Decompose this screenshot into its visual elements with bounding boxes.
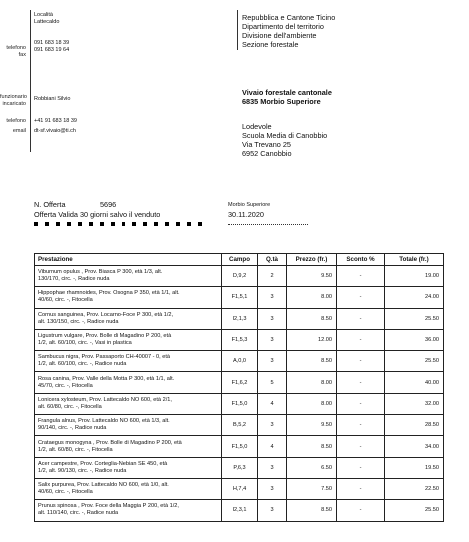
item-description-line2: 130/170, circ. -, Radice nuda <box>38 276 110 283</box>
item-totale: 25.50 <box>385 351 444 372</box>
item-campo: H,7,4 <box>222 478 258 499</box>
item-campo: F1,5,0 <box>222 436 258 457</box>
item-description <box>35 308 222 329</box>
item-campo: F1,5,1 <box>222 287 258 308</box>
item-campo: B,5,2 <box>222 415 258 436</box>
header-totale: Totale (fr.) <box>385 254 444 266</box>
item-description <box>35 287 222 308</box>
item-description-line2: 90/140, circ. -, Radice nuda <box>38 425 107 432</box>
item-prezzo: 12.00 <box>287 329 337 350</box>
item-prezzo: 8.00 <box>287 287 337 308</box>
item-qta: 3 <box>258 415 287 436</box>
table-row <box>35 287 444 308</box>
fax-label: fax <box>18 52 26 58</box>
item-campo: D,9,2 <box>222 266 258 287</box>
item-qta: 3 <box>258 287 287 308</box>
authority-line3: Divisione dell'ambiente <box>242 31 317 40</box>
item-description-line2: 40/60, circ. -, Fitocella <box>38 489 93 496</box>
item-description-line2: alt. 60/80, circ. -, Fitocella <box>38 403 102 410</box>
header-campo: Campo <box>222 254 258 266</box>
phone2-value[interactable]: +41 91 683 18 39 <box>34 118 77 124</box>
item-sconto: - <box>337 393 385 414</box>
item-totale: 19.50 <box>385 457 444 478</box>
item-sconto: - <box>337 308 385 329</box>
item-sconto: - <box>337 266 385 287</box>
item-qta: 4 <box>258 436 287 457</box>
offer-number-label: N. Offerta <box>34 200 66 209</box>
table-row <box>35 308 444 329</box>
officer-label: funzionario incaricato <box>0 94 27 107</box>
item-totale: 32.00 <box>385 393 444 414</box>
recipient-line1: Lodevole <box>242 122 272 131</box>
item-prezzo: 8.00 <box>287 372 337 393</box>
item-prezzo: 8.50 <box>287 500 337 521</box>
item-prezzo: 6.50 <box>287 457 337 478</box>
recipient-line4: 6952 Canobbio <box>242 149 292 158</box>
item-sconto: - <box>337 329 385 350</box>
item-description <box>35 266 222 287</box>
table-row <box>35 393 444 414</box>
item-description-line1: Hippophae rhamnoides, Prov. Osogna P 350, età 1/1, alt. <box>38 290 180 297</box>
header-prestazione: Prestazione <box>35 254 222 266</box>
item-description <box>35 372 222 393</box>
item-description <box>35 329 222 350</box>
item-description-line1: Viburnum opulus , Prov. Biasca P 300, età 1/3, alt. <box>38 269 163 276</box>
offer-validity: Offerta Valida 30 giorni salvo il venduto <box>34 210 161 219</box>
left-rule <box>30 10 31 152</box>
item-description-line1: Ligustrum vulgare, Prov. Bolle di Magadino P 200, età <box>38 333 172 340</box>
item-description <box>35 457 222 478</box>
recipient-line3: Via Trevano 25 <box>242 140 291 149</box>
item-sconto: - <box>337 351 385 372</box>
item-campo: I2,3,1 <box>222 500 258 521</box>
item-totale: 25.50 <box>385 500 444 521</box>
item-description-line1: Frangula alnus, Prov. Lattecaldo NO 600, età 1/3, alt. <box>38 418 170 425</box>
item-totale: 19.00 <box>385 266 444 287</box>
item-description <box>35 351 222 372</box>
dashed-bar <box>34 222 202 226</box>
item-qta: 4 <box>258 393 287 414</box>
nursery-address: 6835 Morbio Superiore <box>242 97 321 106</box>
item-totale: 28.50 <box>385 415 444 436</box>
item-campo: F1,6,2 <box>222 372 258 393</box>
item-qta: 5 <box>258 372 287 393</box>
table-row <box>35 372 444 393</box>
item-qta: 3 <box>258 329 287 350</box>
email-value[interactable]: dt-sf.vivaio@ti.ch <box>34 128 76 134</box>
item-totale: 34.00 <box>385 436 444 457</box>
item-description-line2: 45/70, circ. -, Fitocella <box>38 382 93 389</box>
item-totale: 36.00 <box>385 329 444 350</box>
item-qta: 3 <box>258 351 287 372</box>
item-description-line1: Rosa canina, Prov. Valle della Motta P 300, età 1/1, alt. <box>38 375 175 382</box>
item-description-line2: 40/60, circ. -, Fitocella <box>38 297 93 304</box>
table-row <box>35 436 444 457</box>
authority-line2: Dipartimento del territorio <box>242 22 324 31</box>
item-totale: 22.50 <box>385 478 444 499</box>
item-campo: F1,5,0 <box>222 393 258 414</box>
table-row <box>35 415 444 436</box>
item-campo: P,6,3 <box>222 457 258 478</box>
item-totale: 40.00 <box>385 372 444 393</box>
recipient-line2: Scuola Media di Canobbio <box>242 131 328 140</box>
item-totale: 25.50 <box>385 308 444 329</box>
item-description-line1: Salix purpurea, Prov. Lattecaldo NO 600, età 1/0, alt. <box>38 482 169 489</box>
phone-label: telefono <box>6 45 26 51</box>
item-qta: 2 <box>258 266 287 287</box>
item-sconto: - <box>337 415 385 436</box>
offer-date: 30.11.2020 <box>228 210 264 219</box>
right-rule <box>237 10 238 50</box>
table-row <box>35 329 444 350</box>
item-sconto: - <box>337 500 385 521</box>
fax-value: 091 683 19 64 <box>34 47 70 53</box>
item-prezzo: 8.50 <box>287 351 337 372</box>
phone-value[interactable]: 091 683 18 39 <box>34 40 70 46</box>
officer-value: Robbiani Silvio <box>34 96 71 102</box>
item-campo: I2,1,3 <box>222 308 258 329</box>
item-description-line1: Prunus spinosa , Prov. Foce della Maggia P 200, età 1/2, <box>38 503 179 510</box>
item-sconto: - <box>337 478 385 499</box>
header-prezzo: Prezzo (fr.) <box>287 254 337 266</box>
item-description <box>35 393 222 414</box>
table-row <box>35 478 444 499</box>
item-description-line2: alt. 130/150, circ. -, Radice nuda <box>38 318 119 325</box>
item-description-line1: Crataegus monogyna , Prov. Bolle di Magadino P 200, età <box>38 439 182 446</box>
item-description-line2: 1/2, alt. 60/100, circ. -, Vasi in plastica <box>38 340 132 347</box>
offer-number-value: 5696 <box>100 200 117 209</box>
item-campo: A,0,0 <box>222 351 258 372</box>
phone2-label: telefono <box>6 118 26 124</box>
item-description-line2: alt. 110/140, circ. -, Radice nuda <box>38 510 119 517</box>
email-label: email <box>12 128 26 134</box>
item-prezzo: 8.50 <box>287 308 337 329</box>
table-row <box>35 500 444 521</box>
item-description <box>35 500 222 521</box>
item-description-line1: Lonicera xylosteum, Prov. Lattecaldo NO 600, età 2/1, <box>38 396 172 403</box>
item-qta: 3 <box>258 308 287 329</box>
item-description-line2: 1/2, alt. 60/80, circ. -, Fitocella <box>38 446 113 453</box>
item-prezzo: 9.50 <box>287 415 337 436</box>
item-description <box>35 415 222 436</box>
item-description-line1: Sambucus nigra, Prov. Passaporto CH-40007 - 0, età <box>38 354 171 361</box>
header-sconto: Sconto % <box>337 254 385 266</box>
table-row <box>35 351 444 372</box>
item-description-line1: Cornus sanguinea, Prov. Locarno-Foce P 300, età 1/2, <box>38 311 174 318</box>
table-row <box>35 457 444 478</box>
location-value: Lattecaldo <box>34 19 60 25</box>
dotted-line <box>228 224 308 225</box>
item-description-line2: 1/2, alt. 60/100, circ. -, Radice nuda <box>38 361 127 368</box>
item-qta: 3 <box>258 500 287 521</box>
item-prezzo: 8.00 <box>287 393 337 414</box>
location-label: Località <box>34 12 53 18</box>
item-sconto: - <box>337 436 385 457</box>
item-qta: 3 <box>258 457 287 478</box>
nursery-name: Vivaio forestale cantonale <box>242 88 332 97</box>
item-description-line1: Acer campestre, Prov. Corteglia-Nebian SE 450, età <box>38 460 168 467</box>
authority-line4: Sezione forestale <box>242 40 299 49</box>
item-campo: F1,5,3 <box>222 329 258 350</box>
authority-line1: Repubblica e Cantone Ticino <box>242 13 336 22</box>
item-prezzo: 8.50 <box>287 436 337 457</box>
item-prezzo: 7.50 <box>287 478 337 499</box>
table-header-row <box>35 254 444 266</box>
header-qta: Q.tà <box>258 254 287 266</box>
item-totale: 24.00 <box>385 287 444 308</box>
item-description <box>35 478 222 499</box>
item-sconto: - <box>337 457 385 478</box>
item-sconto: - <box>337 372 385 393</box>
item-description <box>35 436 222 457</box>
item-prezzo: 9.50 <box>287 266 337 287</box>
item-description-line2: 1/2, alt. 90/130, circ. -, Radice nuda <box>38 467 127 474</box>
table-row <box>35 266 444 287</box>
item-sconto: - <box>337 287 385 308</box>
offer-place: Morbio Superiore <box>228 202 271 208</box>
item-qta: 3 <box>258 478 287 499</box>
offer-table <box>34 253 444 522</box>
